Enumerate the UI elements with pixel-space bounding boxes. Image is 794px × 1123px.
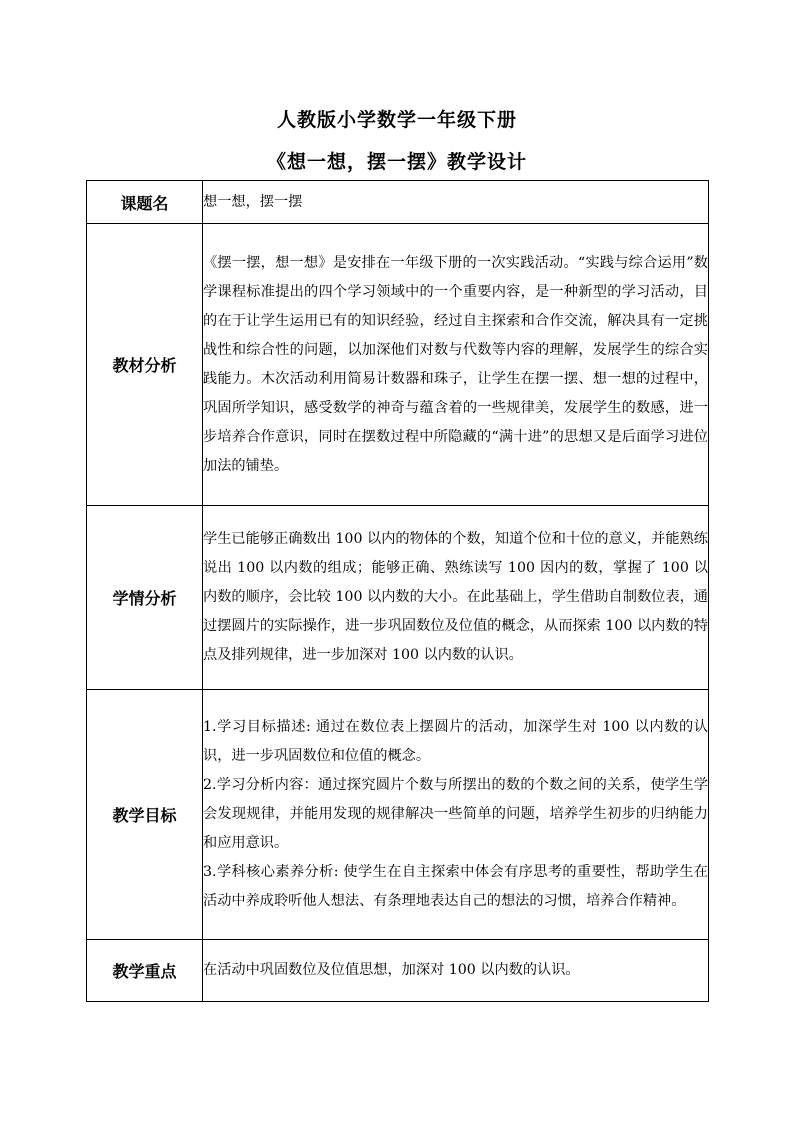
paragraph: 想一想，摆一摆: [203, 193, 303, 210]
row-label-student-analysis: 学情分析: [87, 506, 203, 690]
document-title: 人教版小学数学一年级下册: [276, 109, 517, 131]
row-label-topic: 课题名: [87, 181, 203, 224]
row-content-key-points: [203, 940, 709, 1002]
table-row: [87, 224, 709, 506]
goal-item: 3.学科核心素养分析: 使学生在自主探索中体会有序思考的重要性，帮助学生在活动中养成聆听他人想法、有条理地表达自己的想法的习惯，培养合作精神。: [203, 864, 708, 909]
row-content-teaching-goals: [203, 690, 709, 940]
paragraph: 学生已能够正确数出 100 以内的物体的个数，知道个位和十位的意义，并能熟练说出 100 以内数的组成；能够正确、熟练读写 100 因内的数，掌握了 100 以内数的顺序，会比较 100 以内数的大小。在此基础上，学生借助自制数位表，通过摆圆片的实际操作，进一步巩固数位及位值的概念，从而探索 100 以内数的特点及排列规律，进一步加深对 100 以内数的认识。: [203, 531, 708, 663]
lesson-plan-table: [86, 180, 709, 1002]
row-label-teaching-goals: 教学目标: [87, 690, 203, 940]
table-row: [87, 940, 709, 1002]
table-row: [87, 690, 709, 940]
document-subtitle: 《想一想，摆一摆》教学设计: [266, 151, 527, 173]
table-row: [87, 181, 709, 224]
row-content-topic: [203, 181, 709, 224]
row-content-student-analysis: [203, 506, 709, 690]
row-label-key-points: 教学重点: [87, 940, 203, 1002]
goal-item: 1.学习目标描述: 通过在数位表上摆圆片的活动，加深学生对 100 以内数的认识，进一步巩固数位和位值的概念。: [203, 719, 708, 764]
goal-item: 2.学习分析内容：通过探究圆片个数与所摆出的数的个数之间的关系，使学生学会发现规律，并能用发现的规律解决一些简单的问题，培养学生初步的归纳能力和应用意识。: [203, 777, 708, 851]
paragraph: 《摆一摆，想一想》是安排在一年级下册的一次实践活动。“实践与综合运用”数学课程标准提出的四个学习领域中的一个重要内容，是一种新型的学习活动，目的在于让学生运用已有的知识经验，经过自主探索和合作交流，解决具有一定挑战性和综合性的问题，以加深他们对数与代数等内容的理解，发展学生的综合实践能力。木次活动利用简易计数器和珠子，让学生在摆一摆、想一想的过程中，巩固所学知识，感受数学的神奇与蕴含着的一些规律美，发展学生的数感，进一步培养合作意识，同时在摆数过程中所隐藏的“满十进”的思想又是后面学习进位加法的铺垫。: [203, 254, 708, 474]
table-row: [87, 506, 709, 690]
paragraph: 在活动中巩固数位及位值思想，加深对 100 以内数的认识。: [203, 962, 580, 978]
row-content-textbook-analysis: [203, 224, 709, 506]
row-label-textbook-analysis: 教材分析: [87, 224, 203, 506]
